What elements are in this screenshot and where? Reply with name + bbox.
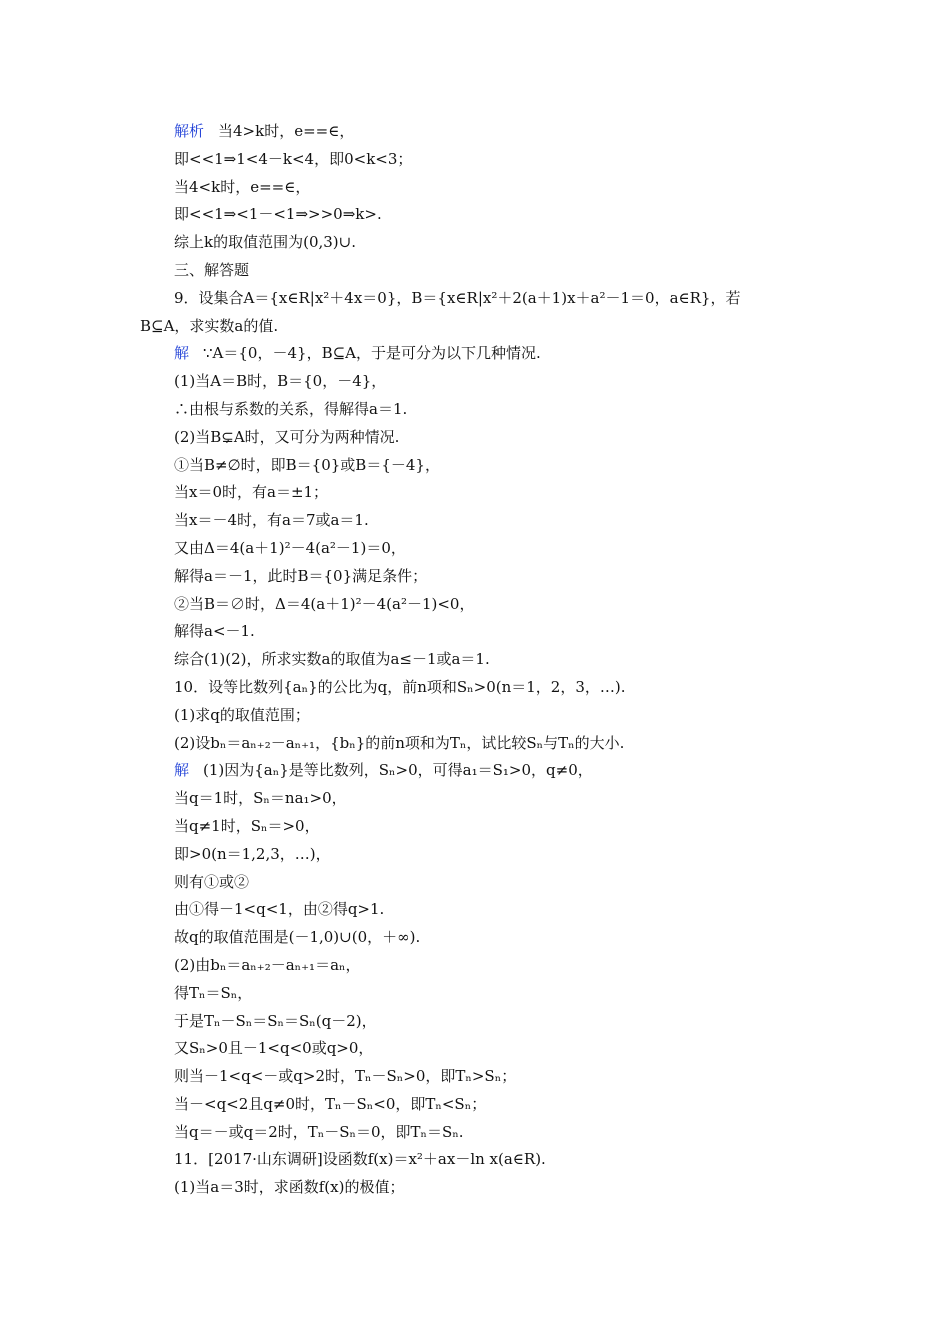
text-line bbox=[140, 424, 820, 452]
text-line bbox=[140, 869, 820, 897]
line-text: 即<<1⇒1<4－k<4，即0<k<3； bbox=[174, 149, 413, 168]
document-body bbox=[140, 118, 820, 1202]
line-text: 则当－1<q<－或q>2时，Tₙ－Sₙ>0，即Tₙ>Sₙ； bbox=[174, 1067, 517, 1086]
line-text: (1)当a＝3时，求函数f(x)的极值； bbox=[174, 1178, 405, 1197]
line-text: 当－<q<2且q≠0时，Tₙ－Sₙ<0，即Tₙ<Sₙ； bbox=[174, 1094, 487, 1113]
text-line bbox=[140, 396, 820, 424]
text-line bbox=[140, 146, 820, 174]
line-text: ②当B＝∅时，Δ＝4(a＋1)²－4(a²－1)<0， bbox=[174, 594, 475, 613]
line-text: 当4<k时，e==∈， bbox=[174, 177, 311, 196]
text-line bbox=[140, 730, 820, 758]
text-line bbox=[140, 702, 820, 730]
text-line bbox=[140, 257, 820, 285]
text-line bbox=[140, 229, 820, 257]
answer-tag: 解析 bbox=[174, 122, 205, 140]
line-text: (2)由bₙ＝aₙ₊₂－aₙ₊₁＝aₙ， bbox=[174, 955, 361, 974]
text-line bbox=[140, 1091, 820, 1119]
line-text: 即<<1⇒<1－<1⇒>>0⇒k>. bbox=[174, 205, 382, 224]
line-text: (1)求q的取值范围； bbox=[174, 705, 310, 724]
text-line bbox=[140, 340, 820, 368]
text-line bbox=[140, 896, 820, 924]
line-text: 综合(1)(2)，所求实数a的取值为a≤－1或a＝1. bbox=[174, 650, 490, 669]
line-text: (1)因为{aₙ}是等比数列，Sₙ>0，可得a₁＝S₁>0，q≠0， bbox=[203, 761, 593, 780]
text-line bbox=[140, 841, 820, 869]
line-text: (2)当B⊊A时，又可分为两种情况. bbox=[174, 427, 400, 446]
text-line bbox=[140, 813, 820, 841]
text-line bbox=[140, 1035, 820, 1063]
line-text: 又Sₙ>0且－1<q<0或q>0， bbox=[174, 1039, 374, 1058]
text-line bbox=[140, 201, 820, 229]
answer-tag: 解 bbox=[174, 761, 190, 780]
text-line bbox=[140, 1119, 820, 1147]
line-text: 当4>k时，e==∈， bbox=[218, 122, 355, 140]
text-line bbox=[140, 952, 820, 980]
line-text: (2)设bₙ＝aₙ₊₂－aₙ₊₁，{bₙ}的前n项和为Tₙ，试比较Sₙ与Tₙ的大小. bbox=[174, 733, 625, 752]
line-text: 则有①或② bbox=[174, 872, 250, 891]
line-text: 当q≠1时，Sₙ＝>0， bbox=[174, 816, 320, 835]
line-text: 三、解答题 bbox=[174, 260, 250, 279]
line-text: ∵A＝{0，－4}，B⊆A，于是可分为以下几种情况. bbox=[203, 344, 541, 363]
text-line bbox=[140, 313, 820, 341]
line-text: 又由Δ＝4(a＋1)²－4(a²－1)＝0， bbox=[174, 538, 406, 557]
line-text: ①当B≠∅时，即B＝{0}或B＝{－4}， bbox=[174, 455, 440, 474]
text-line bbox=[140, 1146, 820, 1174]
text-line bbox=[140, 1008, 820, 1036]
line-text: 11．[2017·山东调研]设函数f(x)＝x²＋ax－ln x(a∈R). bbox=[174, 1150, 546, 1169]
line-text: 由①得－1<q<1，由②得q>1. bbox=[174, 900, 385, 919]
text-line bbox=[140, 618, 820, 646]
text-line bbox=[140, 535, 820, 563]
answer-tag: 解 bbox=[174, 344, 190, 363]
line-text: 解得a＝－1，此时B＝{0}满足条件； bbox=[174, 566, 428, 585]
text-line bbox=[140, 368, 820, 396]
text-line bbox=[140, 479, 820, 507]
line-text: 故q的取值范围是(－1,0)∪(0，＋∞). bbox=[174, 928, 421, 947]
text-line bbox=[140, 563, 820, 591]
line-text: 9．设集合A＝{x∈R|x²＋4x＝0}，B＝{x∈R|x²＋2(a＋1)x＋a²－1＝0，a∈R}，若 bbox=[174, 288, 741, 307]
line-text: 当q＝1时，Sₙ＝na₁>0， bbox=[174, 789, 347, 808]
text-line bbox=[140, 507, 820, 535]
text-line bbox=[140, 1063, 820, 1091]
line-text: 当q＝－或q＝2时，Tₙ－Sₙ＝0，即Tₙ＝Sₙ. bbox=[174, 1122, 464, 1141]
line-text: B⊆A，求实数a的值. bbox=[140, 316, 279, 335]
text-line bbox=[140, 285, 820, 313]
text-line bbox=[140, 452, 820, 480]
line-text: 当x＝0时，有a＝±1； bbox=[174, 483, 329, 502]
line-text: (1)当A＝B时，B＝{0，－4}， bbox=[174, 372, 387, 391]
text-line bbox=[140, 757, 820, 785]
text-line bbox=[140, 118, 820, 146]
line-text: 当x＝－4时，有a＝7或a＝1. bbox=[174, 511, 369, 530]
text-line bbox=[140, 785, 820, 813]
line-text: 综上k的取值范围为(0,3)∪. bbox=[174, 233, 356, 252]
text-line bbox=[140, 980, 820, 1008]
line-text: 得Tₙ＝Sₙ， bbox=[174, 983, 253, 1002]
line-text: 即>0(n＝1,2,3，…)， bbox=[174, 844, 331, 863]
text-line bbox=[140, 591, 820, 619]
line-text: 10．设等比数列{aₙ}的公比为q，前n项和Sₙ>0(n＝1，2，3，…). bbox=[174, 677, 626, 696]
line-text: 解得a<－1. bbox=[174, 622, 255, 641]
text-line bbox=[140, 646, 820, 674]
text-line bbox=[140, 924, 820, 952]
text-line bbox=[140, 1174, 820, 1202]
line-text: 于是Tₙ－Sₙ＝Sₙ＝Sₙ(q－2)， bbox=[174, 1011, 377, 1030]
line-text: ∴由根与系数的关系，得解得a＝1. bbox=[174, 399, 408, 418]
text-line bbox=[140, 674, 820, 702]
text-line bbox=[140, 174, 820, 202]
